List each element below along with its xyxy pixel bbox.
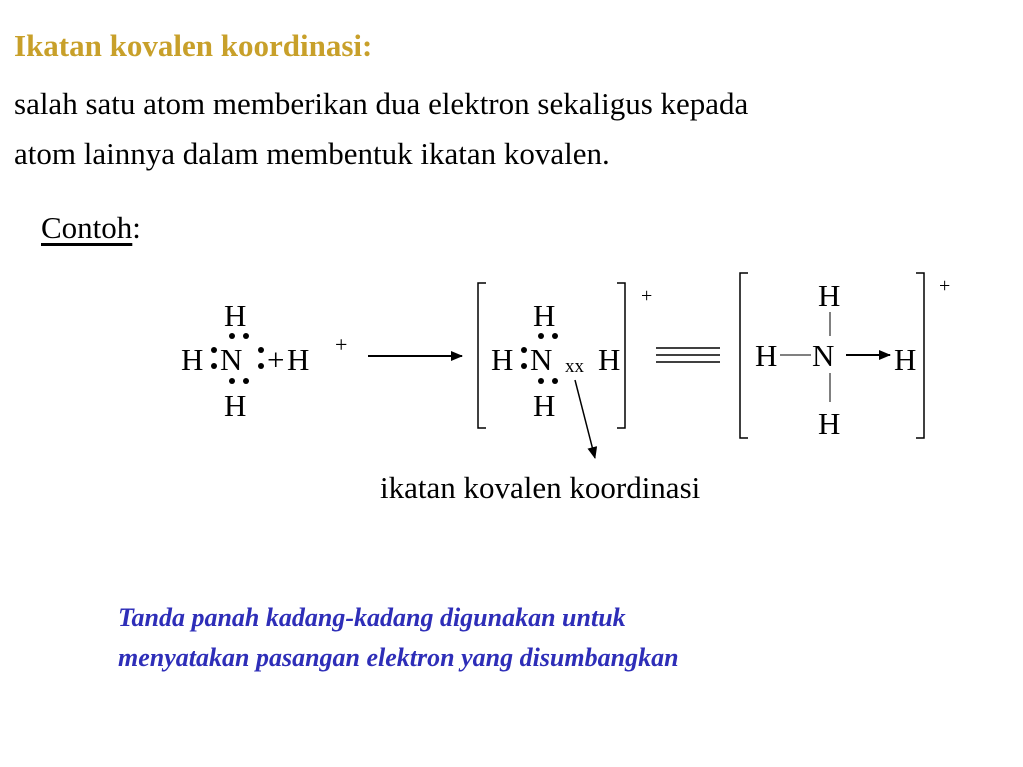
structural-top-hydrogen: H	[818, 278, 841, 313]
ammonium-lewis-structure	[478, 283, 652, 428]
donated-electron-pair: xx	[565, 356, 584, 377]
definition-line-1: salah satu atom memberikan dua elektron sekaligus kepada	[14, 86, 749, 121]
coordinate-bond-label: ikatan kovalen koordinasi	[380, 470, 701, 505]
ammonium-charge: +	[641, 285, 653, 307]
ammonia-nitrogen: N	[220, 342, 243, 377]
ammonia-left-hydrogen: H	[181, 342, 204, 377]
structural-left-hydrogen: H	[755, 338, 778, 373]
equivalence-sign	[656, 348, 720, 362]
note-line-1: Tanda panah kadang-kadang digunakan untuk	[118, 603, 626, 632]
structural-bottom-hydrogen: H	[818, 406, 841, 441]
structural-charge: +	[939, 275, 951, 297]
ammonium-top-hydrogen: H	[533, 298, 556, 333]
ammonia-bottom-hydrogen: H	[224, 388, 247, 423]
ammonium-left-hydrogen: H	[491, 342, 514, 377]
right-bracket	[916, 273, 924, 438]
definition-line-2: atom lainnya dalam membentuk ikatan kovalen.	[14, 136, 610, 171]
left-bracket	[740, 273, 748, 438]
example-colon: :	[132, 210, 141, 245]
ammonium-bottom-hydrogen: H	[533, 388, 556, 423]
example-label: Contoh	[41, 210, 133, 245]
ammonia-top-hydrogen: H	[224, 298, 247, 333]
plus-sign: +	[267, 342, 285, 377]
structural-nitrogen: N	[812, 338, 835, 373]
ammonia-lewis-structure	[181, 298, 264, 423]
note-line-2: menyatakan pasangan elektron yang disumbangkan	[118, 643, 679, 672]
ammonium-structural-formula	[740, 273, 950, 441]
slide-title: Ikatan kovalen koordinasi:	[14, 28, 373, 63]
structural-right-hydrogen: H	[894, 342, 917, 377]
ammonium-nitrogen: N	[530, 342, 553, 377]
ammonium-right-hydrogen: H	[598, 342, 621, 377]
left-bracket	[478, 283, 486, 428]
proton-hydrogen: H	[287, 342, 310, 377]
proton-charge: +	[335, 332, 348, 357]
annotation-pointer-arrow	[575, 380, 595, 458]
